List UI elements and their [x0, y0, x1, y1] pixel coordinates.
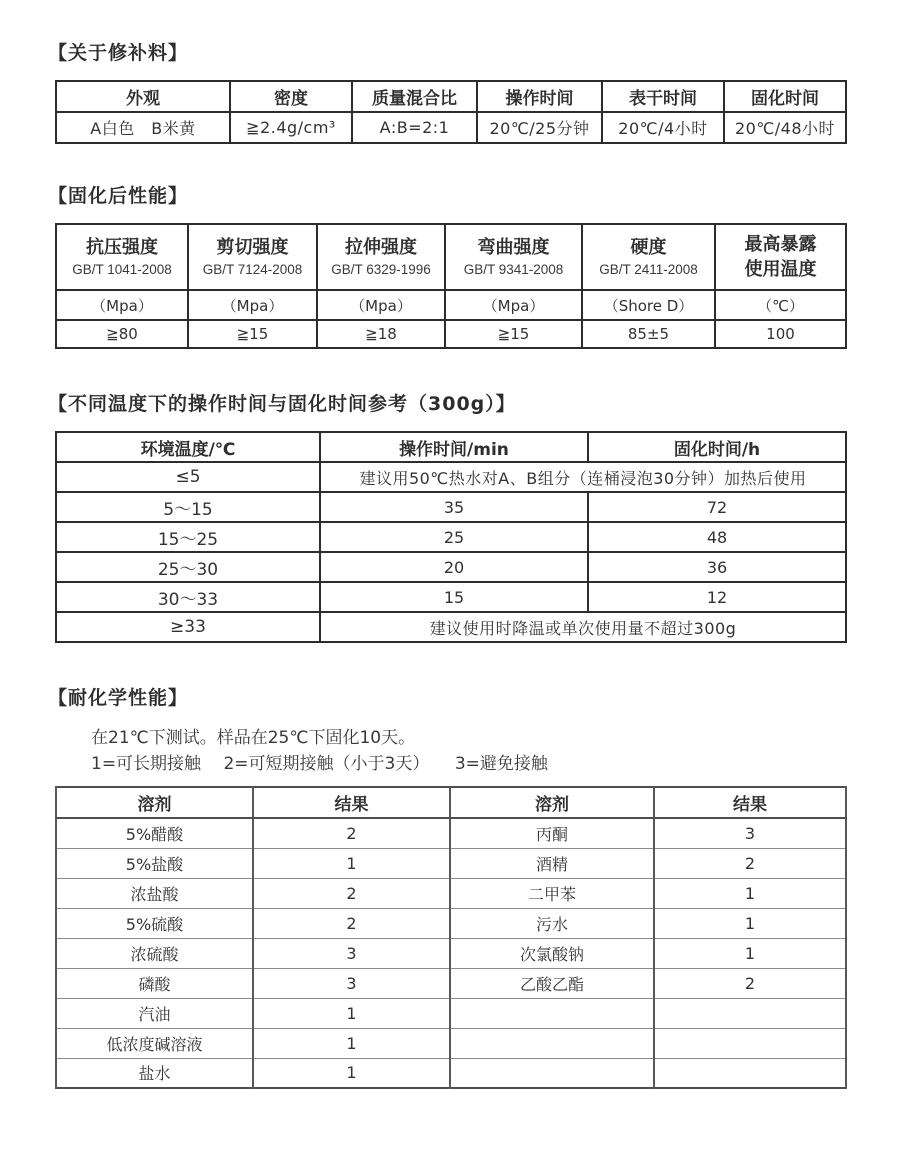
temp-range-cell: 30～33: [56, 582, 320, 612]
result-cell: 1: [253, 1028, 450, 1058]
table-header-row: [56, 787, 846, 818]
header-density: 密度: [230, 81, 352, 112]
unit-cell: （Shore D）: [582, 290, 715, 320]
header-max-exposure-temp: [715, 224, 846, 290]
value-cell: 100: [715, 320, 846, 348]
solvent-cell: 盐水: [56, 1058, 253, 1088]
property-name: 硬度: [630, 236, 667, 258]
header-result-right: 结果: [654, 787, 846, 818]
cell-mix-ratio: A:B=2:1: [352, 112, 477, 143]
temp-range-cell: ≤5: [56, 462, 320, 492]
solvent-cell: 次氯酸钠: [450, 938, 654, 968]
solvent-cell: 5%盐酸: [56, 848, 253, 878]
solvent-cell: 低浓度碱溶液: [56, 1028, 253, 1058]
property-name: 弯曲强度: [477, 236, 550, 258]
result-cell: 1: [253, 1058, 450, 1088]
header-result-left: 结果: [253, 787, 450, 818]
section2-title: 【固化后性能】: [48, 185, 189, 207]
header-tensile-strength: [317, 224, 445, 290]
table-row: [56, 878, 846, 908]
header-cure-time: 固化时间: [724, 81, 846, 112]
table-row: [56, 492, 846, 522]
temp-range-cell: 25～30: [56, 552, 320, 582]
cell-cure-time: 20℃/48小时: [724, 112, 846, 143]
cure-time-cell: 72: [588, 492, 846, 522]
header-solvent-left: 溶剂: [56, 787, 253, 818]
solvent-cell: 丙酮: [450, 818, 654, 848]
table-row: [56, 908, 846, 938]
working-time-cell: 15: [320, 582, 588, 612]
solvent-cell: [450, 1058, 654, 1088]
value-cell: ≧18: [317, 320, 445, 348]
advice-cell: 建议使用时降温或单次使用量不超过300g: [320, 612, 846, 642]
solvent-cell: 汽油: [56, 998, 253, 1028]
cell-working-time: 20℃/25分钟: [477, 112, 602, 143]
header-flexural-strength: [445, 224, 582, 290]
table-row: [56, 938, 846, 968]
value-cell: ≧15: [445, 320, 582, 348]
standard-ref: GB/T 1041-2008: [72, 261, 172, 277]
cured-performance-table: [55, 223, 847, 349]
unit-cell: （Mpa）: [188, 290, 317, 320]
result-cell: 1: [654, 878, 846, 908]
cure-time-cell: 48: [588, 522, 846, 552]
temp-range-cell: ≥33: [56, 612, 320, 642]
result-cell: 3: [253, 968, 450, 998]
cell-tack-free-time: 20℃/4小时: [602, 112, 724, 143]
cell-density: ≧2.4g/cm³: [230, 112, 352, 143]
solvent-cell: 5%硫酸: [56, 908, 253, 938]
header-mix-ratio: 质量混合比: [352, 81, 477, 112]
result-cell: 1: [253, 848, 450, 878]
header-ambient-temp: 环境温度/℃: [56, 432, 320, 462]
table-row: [56, 818, 846, 848]
value-cell: 85±5: [582, 320, 715, 348]
property-name: 拉伸强度: [345, 236, 417, 258]
table-row: [56, 1028, 846, 1058]
units-row: [56, 290, 846, 320]
temp-range-cell: 5～15: [56, 492, 320, 522]
solvent-cell: [450, 1028, 654, 1058]
header-solvent-right: 溶剂: [450, 787, 654, 818]
advice-cell: 建议用50℃热水对A、B组分（连桶浸泡30分钟）加热后使用: [320, 462, 846, 492]
header-shear-strength: [188, 224, 317, 290]
repair-material-table: [55, 80, 847, 144]
solvent-cell: 5%醋酸: [56, 818, 253, 848]
solvent-cell: 二甲苯: [450, 878, 654, 908]
table-row: [56, 968, 846, 998]
header-tack-free-time: 表干时间: [602, 81, 724, 112]
value-cell: ≧80: [56, 320, 188, 348]
standard-ref: GB/T 2411-2008: [599, 261, 698, 277]
header-hardness: [582, 224, 715, 290]
solvent-cell: 乙酸乙酯: [450, 968, 654, 998]
result-cell: 3: [253, 938, 450, 968]
unit-cell: （Mpa）: [317, 290, 445, 320]
result-cell: 2: [654, 848, 846, 878]
result-cell: 2: [253, 878, 450, 908]
solvent-cell: 浓盐酸: [56, 878, 253, 908]
header-compressive-strength: [56, 224, 188, 290]
header-working-time-min: 操作时间/min: [320, 432, 588, 462]
temp-range-cell: 15～25: [56, 522, 320, 552]
working-time-cell: 20: [320, 552, 588, 582]
result-cell: 1: [654, 908, 846, 938]
values-row: [56, 320, 846, 348]
table-row: [56, 462, 846, 492]
table-row: [56, 112, 846, 143]
section4-title: 【耐化学性能】: [48, 687, 189, 709]
time-reference-table: [55, 431, 847, 643]
cell-appearance: A白色 B米黄: [56, 112, 230, 143]
solvent-cell: [450, 998, 654, 1028]
solvent-cell: 磷酸: [56, 968, 253, 998]
header-working-time: 操作时间: [477, 81, 602, 112]
unit-cell: （Mpa）: [56, 290, 188, 320]
working-time-cell: 35: [320, 492, 588, 522]
header-cure-time-h: 固化时间/h: [588, 432, 846, 462]
solvent-cell: 浓硫酸: [56, 938, 253, 968]
table-row: [56, 848, 846, 878]
result-cell: [654, 998, 846, 1028]
table-row: [56, 1058, 846, 1088]
table-row: [56, 612, 846, 642]
result-cell: 2: [253, 818, 450, 848]
unit-cell: （Mpa）: [445, 290, 582, 320]
result-cell: 2: [253, 908, 450, 938]
solvent-cell: 污水: [450, 908, 654, 938]
solvent-cell: 酒精: [450, 848, 654, 878]
table-row: [56, 998, 846, 1028]
header-appearance: 外观: [56, 81, 230, 112]
test-conditions-note: 在21℃下测试。样品在25℃下固化10天。: [91, 728, 416, 748]
working-time-cell: 25: [320, 522, 588, 552]
table-row: [56, 582, 846, 612]
value-cell: ≧15: [188, 320, 317, 348]
property-name: 剪切强度: [216, 236, 289, 258]
unit-cell: （℃）: [715, 290, 846, 320]
table-header-row: [56, 81, 846, 112]
standard-ref: GB/T 6329-1996: [331, 261, 431, 277]
rating-legend-note: 1=可长期接触 2=可短期接触（小于3天） 3=避免接触: [91, 754, 548, 774]
standard-ref: GB/T 9341-2008: [463, 261, 564, 277]
result-cell: [654, 1058, 846, 1088]
result-cell: 3: [654, 818, 846, 848]
section3-title: 【不同温度下的操作时间与固化时间参考（300g）】: [48, 393, 516, 415]
result-cell: [654, 1028, 846, 1058]
result-cell: 1: [654, 938, 846, 968]
table-row: [56, 522, 846, 552]
result-cell: 1: [253, 998, 450, 1028]
chemical-resistance-table: [55, 786, 847, 1089]
table-header-row: [56, 224, 846, 290]
section1-title: 【关于修补料】: [48, 42, 189, 64]
property-name: 抗压强度: [86, 236, 158, 258]
property-name-line2: 使用温度: [744, 259, 817, 279]
table-header-row: [56, 432, 846, 462]
result-cell: 2: [654, 968, 846, 998]
standard-ref: GB/T 7124-2008: [202, 261, 303, 277]
cure-time-cell: 12: [588, 582, 846, 612]
cure-time-cell: 36: [588, 552, 846, 582]
table-row: [56, 552, 846, 582]
property-name: 最高暴露: [744, 234, 817, 255]
